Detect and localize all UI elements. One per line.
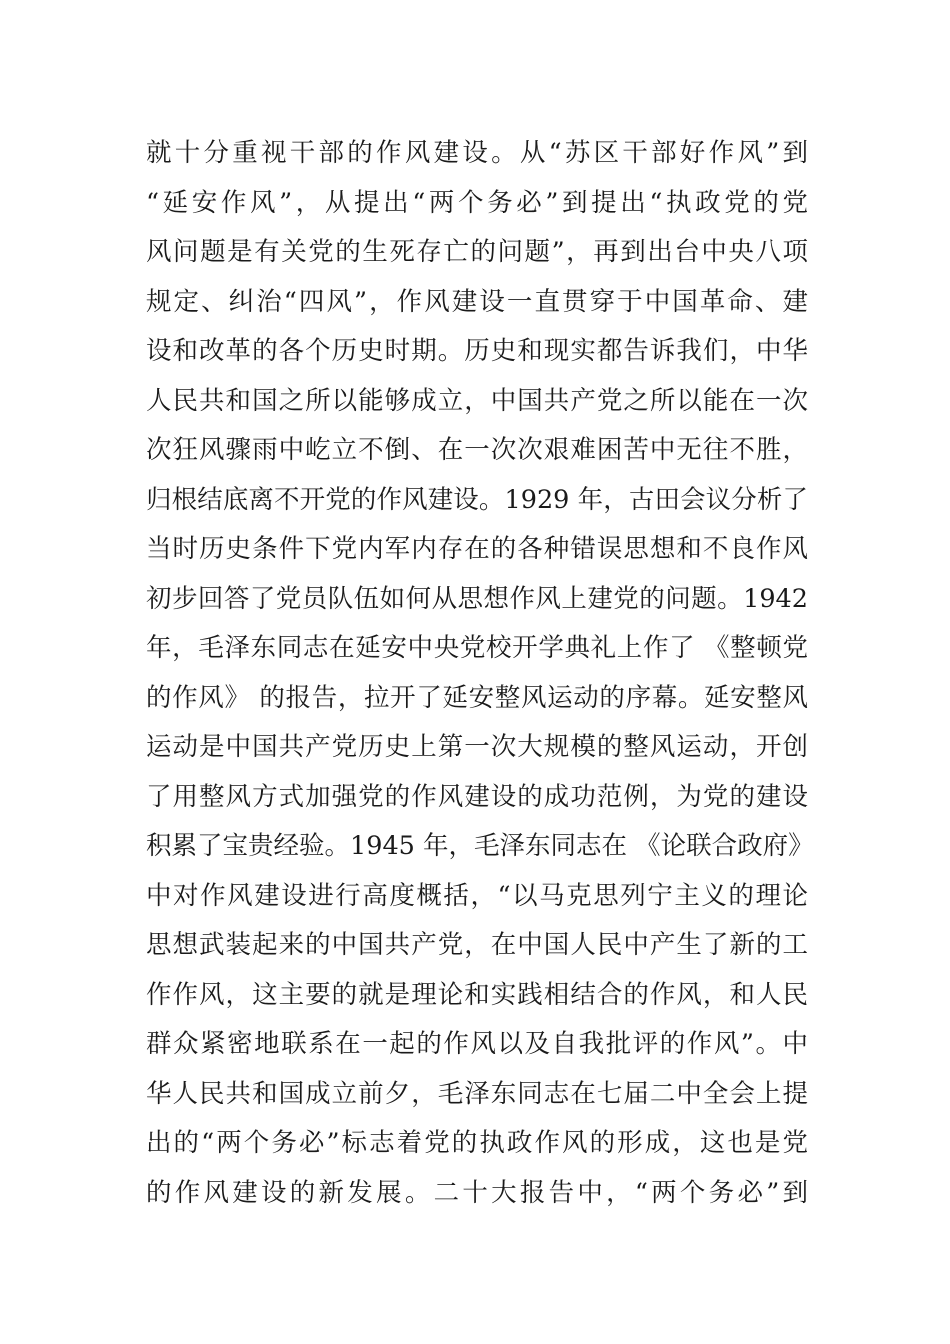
- text-line: 出的“两个务必”标志着党的执政作风的形成，这也是党: [146, 1128, 808, 1158]
- text-line: 人民共和国之所以能够成立，中国共产党之所以能在一次: [146, 385, 808, 416]
- text-line: 了用整风方式加强党的作风建设的成功范例，为党的建设: [146, 781, 808, 812]
- text-line: 的作风建设的新发展。二十大报告中，“两个务必”到: [146, 1177, 808, 1208]
- text-line: 思想武装起来的中国共产党，在中国人民中产生了新的工: [146, 930, 808, 960]
- text-line: 积累了宝贵经验。1945 年，毛泽东同志在 《论联合政府》: [146, 831, 814, 861]
- text-line: 规定、纠治“四风”，作风建设一直贯穿于中国革命、建: [146, 286, 808, 317]
- text-line: 中对作风建设进行高度概括，“以马克思列宁主义的理论: [146, 880, 808, 911]
- text-line: 就十分重视干部的作风建设。从“苏区干部好作风”到: [146, 138, 808, 168]
- text-line: “延安作风”，从提出“两个务必”到提出“执政党的党: [146, 187, 808, 218]
- text-line: 群众紧密地联系在一起的作风以及自我批评的作风”。中: [146, 1029, 808, 1059]
- text-line: 风问题是有关党的生死存亡的问题”，再到出台中央八项: [146, 237, 808, 267]
- text-line: 归根结底离不开党的作风建设。1929 年，古田会议分析了: [146, 484, 808, 515]
- text-line: 设和改革的各个历史时期。历史和现实都告诉我们，中华: [146, 336, 808, 366]
- text-line: 华人民共和国成立前夕，毛泽东同志在七届二中全会上提: [146, 1078, 808, 1109]
- text-line: 运动是中国共产党历史上第一次大规模的整风运动，开创: [146, 732, 808, 762]
- text-line: 次狂风骤雨中屹立不倒、在一次次艰难困苦中无往不胜，: [146, 435, 808, 465]
- text-line: 的作风》 的报告，拉开了延安整风运动的序幕。延安整风: [146, 682, 808, 713]
- body-text: [146, 129, 814, 1218]
- text-line: 初步回答了党员队伍如何从思想作风上建党的问题。1942: [146, 583, 808, 614]
- text-line: 年，毛泽东同志在延安中央党校开学典礼上作了 《整顿党: [146, 633, 808, 663]
- text-line: 当时历史条件下党内军内存在的各种错误思想和不良作风: [146, 534, 808, 564]
- text-line: 作作风，这主要的就是理论和实践相结合的作风，和人民: [146, 979, 808, 1010]
